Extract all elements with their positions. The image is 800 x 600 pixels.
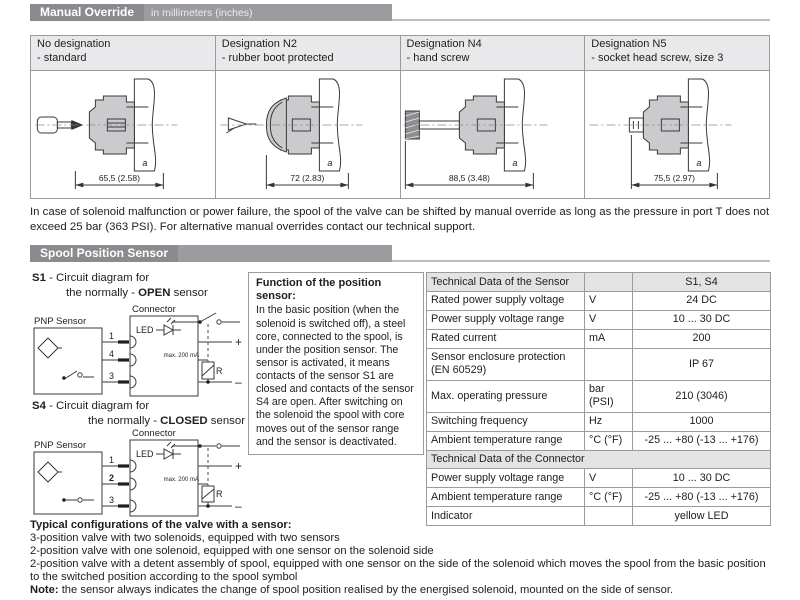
pin-4: 4	[108, 349, 114, 359]
panel-subtitle: - hand screw	[406, 51, 470, 64]
table-row	[427, 329, 771, 348]
param-label: Switching frequency	[427, 412, 585, 431]
param-unit: V	[585, 291, 633, 310]
s1-diagram-heading	[32, 271, 208, 301]
valve-drawing-socket-screw	[585, 71, 769, 198]
s4-line2-post: sensor	[207, 414, 245, 427]
panel-header	[216, 36, 400, 71]
panel-title: Designation N5	[591, 38, 667, 50]
max-current-label: max. 200 mA	[163, 353, 199, 359]
param-unit: V	[585, 310, 633, 329]
param-value: 200	[633, 329, 771, 348]
table-section-row	[427, 450, 771, 469]
s1-circuit-diagram	[32, 300, 244, 397]
panel-no-designation	[31, 36, 215, 198]
param-label: Rated current	[427, 329, 585, 348]
dimension-label: 88,5 (3.48)	[448, 173, 490, 183]
dimension-label: 75,5 (2.97)	[654, 173, 696, 183]
table-row	[427, 431, 771, 450]
table-row	[427, 291, 771, 310]
configuration-note	[30, 584, 772, 597]
typical-configurations	[30, 519, 772, 597]
panel-header	[585, 36, 769, 71]
function-description-box	[248, 272, 424, 455]
panel-n2	[215, 36, 400, 198]
pin-1: 1	[108, 331, 114, 341]
panel-title: Designation N4	[406, 38, 482, 50]
param-value: 210 (3046)	[633, 380, 771, 412]
param-value: 10 ... 30 DC	[633, 310, 771, 329]
panel-subtitle: - rubber boot protected	[221, 51, 334, 64]
param-label: Power supply voltage range	[427, 469, 585, 488]
param-label: Max. operating pressure	[427, 380, 585, 412]
minus-terminal: –	[235, 499, 242, 513]
s4-diagram-heading	[32, 399, 245, 429]
manual-override-header-bar	[30, 4, 392, 21]
panel-n4	[400, 36, 585, 198]
plus-terminal: +	[235, 335, 243, 349]
table-title-connector: Technical Data of the Connector	[427, 450, 771, 469]
panel-n5	[584, 36, 769, 198]
panel-title: Designation N2	[221, 38, 297, 50]
param-value: IP 67	[633, 348, 771, 380]
dimension-label: 65,5 (2.58)	[98, 173, 140, 183]
param-unit: °C (°F)	[585, 431, 633, 450]
s1-line2-bold: OPEN	[138, 286, 171, 299]
s4-heading-line1	[32, 399, 245, 414]
panel-drawing-area	[585, 71, 769, 198]
param-unit: Hz	[585, 412, 633, 431]
s4-id: S4	[32, 400, 46, 412]
table-row	[427, 469, 771, 488]
function-box-title: Function of the position sensor:	[256, 277, 382, 303]
resistor-label: R	[216, 489, 223, 499]
function-box-body: In the basic position (when the solenoid is switched off), a steel core, connected to the spool, is under the position sensor. The sensor is activated, it means contacts of the sensor S1 are closed and contacts of the sensor S4 are open. After switching on the solenoid the spool with core moves out of the sensor range and the sensor is deactivated.	[256, 304, 414, 448]
s4-circuit-diagram	[32, 426, 244, 518]
s4-line2-pre: the normally -	[88, 414, 161, 427]
param-unit	[585, 348, 633, 380]
marker-a: a	[696, 158, 702, 168]
pin-3: 3	[108, 371, 114, 381]
pin-3: 3	[108, 495, 114, 505]
panel-subtitle: - socket head screw, size 3	[591, 51, 724, 64]
param-label: Rated power supply voltage	[427, 291, 585, 310]
panel-header	[401, 36, 585, 71]
param-unit: bar (PSI)	[585, 380, 633, 412]
s1-line2-post: sensor	[170, 286, 208, 299]
param-unit: mA	[585, 329, 633, 348]
pnp-sensor-label: PNP Sensor	[34, 440, 87, 451]
table-row	[427, 310, 771, 329]
panel-drawing-area	[216, 71, 400, 198]
resistor-label: R	[216, 366, 223, 376]
table-row	[427, 488, 771, 507]
param-label: Sensor enclosure protection (EN 60529)	[427, 348, 585, 380]
param-label: Power supply voltage range	[427, 310, 585, 329]
param-value: yellow LED	[633, 507, 771, 526]
marker-a: a	[511, 158, 517, 168]
table-title-sensor: Technical Data of the Sensor	[427, 273, 585, 292]
note-label: Note:	[30, 583, 59, 596]
s1-line2-pre: the normally -	[66, 286, 139, 299]
configuration-item: 3-position valve with two solenoids, equipped with two sensors	[30, 531, 340, 544]
technical-data-table	[426, 272, 771, 526]
designation-panels	[30, 35, 770, 199]
panel-title: No designation	[37, 38, 111, 50]
marker-a: a	[327, 158, 333, 168]
param-value: 1000	[633, 412, 771, 431]
param-value: 24 DC	[633, 291, 771, 310]
s1-heading-line2	[32, 286, 208, 301]
configurations-title: Typical configurations of the valve with a sensor:	[30, 519, 292, 531]
minus-terminal: –	[235, 375, 242, 389]
param-value: -25 ... +80 (-13 ... +176)	[633, 488, 771, 507]
s4-heading-rest: - Circuit diagram for	[45, 400, 150, 412]
manual-override-description: In case of solenoid malfunction or power failure, the spool of the valve can be shifted by manual override as long as the pressure in port T does not exceed 25 bar (363 PSI). For alternative manual overrides contact our technical support.	[30, 206, 770, 234]
valve-drawing-rubber-boot	[216, 71, 400, 198]
section-subtitle-units: in millimeters (inches)	[151, 6, 253, 19]
dimension-label: 72 (2.83)	[290, 173, 325, 183]
panel-header	[31, 36, 215, 71]
valve-drawing-hand-screw	[401, 71, 585, 198]
table-row	[427, 380, 771, 412]
led-label: LED	[136, 449, 154, 459]
s1-heading-line1	[32, 271, 208, 286]
value-header: S1, S4	[633, 273, 771, 292]
s4-line2-bold: CLOSED	[160, 414, 208, 427]
s1-heading-rest: - Circuit diagram for	[45, 272, 150, 284]
param-unit: °C (°F)	[585, 488, 633, 507]
pnp-sensor-label: PNP Sensor	[34, 316, 87, 327]
note-text: the sensor always indicates the change of spool position realised by the energised solenoid, mounted on the side of sensor.	[58, 583, 674, 596]
panel-drawing-area	[401, 71, 585, 198]
pin-2: 2	[108, 473, 114, 483]
connector-label: Connector	[132, 428, 176, 439]
param-label: Indicator	[427, 507, 585, 526]
unit-header	[585, 273, 633, 292]
s1-id: S1	[32, 272, 46, 284]
plus-terminal: +	[235, 459, 243, 473]
table-row	[427, 412, 771, 431]
param-value: -25 ... +80 (-13 ... +176)	[633, 431, 771, 450]
configuration-item: 2-position valve with a detent assembly of spool, equipped with one sensor on the side of the solenoid which moves the spool from the basic position to the switched position according to the spool symbol	[30, 557, 766, 583]
table-header-row	[427, 273, 771, 292]
param-unit: V	[585, 469, 633, 488]
valve-drawing-standard-pin	[31, 71, 215, 198]
table-row	[427, 348, 771, 380]
led-label: LED	[136, 325, 154, 335]
connector-label: Connector	[132, 304, 176, 315]
spool-position-sensor-header-bar	[30, 245, 392, 262]
panel-drawing-area	[31, 71, 215, 198]
param-value: 10 ... 30 DC	[633, 469, 771, 488]
max-current-label: max. 200 mA	[163, 477, 199, 483]
pin-1: 1	[108, 455, 114, 465]
marker-a: a	[142, 158, 148, 168]
param-label: Ambient temperature range	[427, 488, 585, 507]
param-label: Ambient temperature range	[427, 431, 585, 450]
configuration-item: 2-position valve with one solenoid, equipped with one sensor on the solenoid side	[30, 544, 434, 557]
section-title-manual-override: Manual Override	[30, 4, 144, 21]
panel-subtitle: - standard	[37, 51, 87, 64]
section-title-spool-sensor: Spool Position Sensor	[30, 245, 178, 262]
